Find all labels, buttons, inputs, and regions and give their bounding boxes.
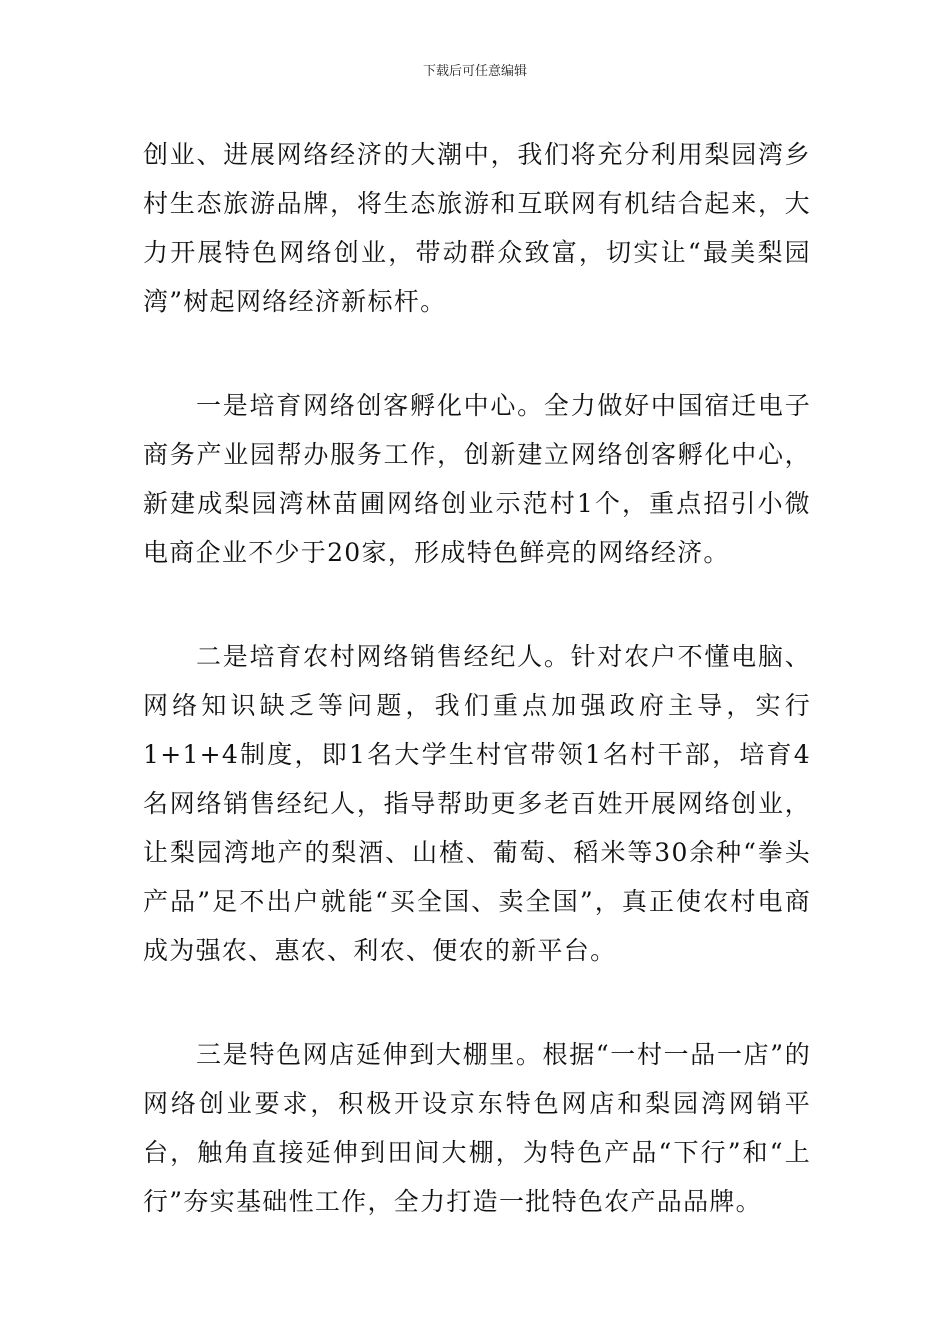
paragraph-sales-agents: 二是培育农村网络销售经纪人。针对农户不懂电脑、网络知识缺乏等问题，我们重点加强政府主导，实行1+1+4制度，即1名大学生村官带领1名村干部，培育4名网络销售经纪人，指导帮助更多老百姓开展网络创业，让梨园湾地产的梨酒、山楂、葡萄、稻米等30余种“拳头产品”足不出户就能“买全国、卖全国”，真正使农村电商成为强农、惠农、利农、便农的新平台。 <box>143 642 811 965</box>
paragraph-gap <box>143 326 811 381</box>
paragraph-gap <box>143 577 811 632</box>
paragraph-greenhouse-stores: 三是特色网店延伸到大棚里。根据“一村一品一店”的网络创业要求，积极开设京东特色网店和梨园湾网销平台，触角直接延伸到田间大棚，为特色产品“下行”和“上行”夯实基础性工作，全力打造一批特色农产品品牌。 <box>143 1040 811 1216</box>
paragraph-intro: 创业、进展网络经济的大潮中，我们将充分利用梨园湾乡村生态旅游品牌，将生态旅游和互联网有机结合起来，大力开展特色网络创业，带动群众致富，切实让“最美梨园湾”树起网络经济新标杆。 <box>143 140 811 316</box>
paragraph-incubation-center: 一是培育网络创客孵化中心。全力做好中国宿迁电子商务产业园帮办服务工作，创新建立网络创客孵化中心，新建成梨园湾林苗圃网络创业示范村1个，重点招引小微电商企业不少于20家，形成特色鲜亮的网络经济。 <box>143 391 811 567</box>
page-header: 下载后可任意编辑 <box>422 64 527 79</box>
document-body <box>143 130 811 1226</box>
paragraph-gap <box>143 975 811 1030</box>
